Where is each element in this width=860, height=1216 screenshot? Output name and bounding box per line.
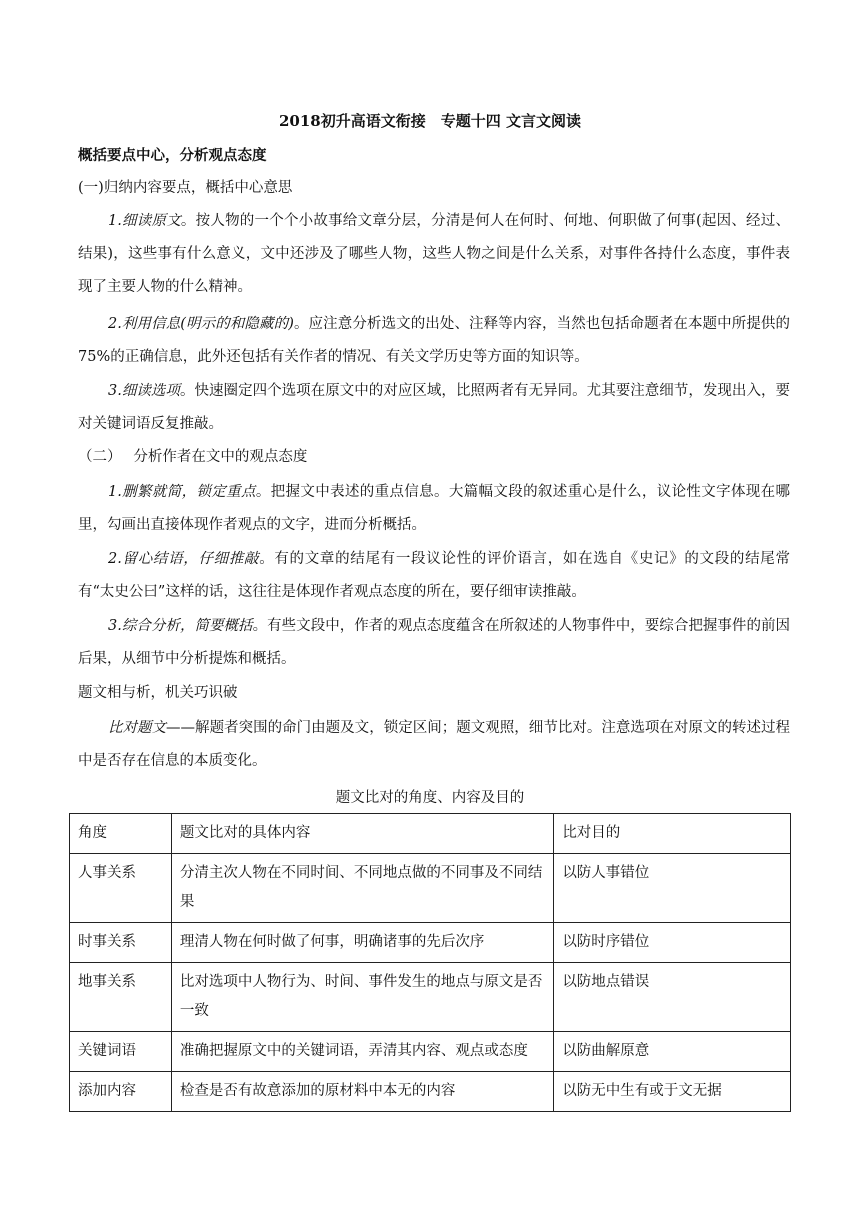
paragraph-3 (78, 375, 790, 441)
table-row (70, 1072, 791, 1112)
paragraph-2-text: 。应注意分析选文的出处、注释等内容，当然也包括命题者在本题中所提供的75%的正确信息，此外还包括有关作者的情况、有关文学历史等方面的知识等。 (78, 316, 790, 365)
table-row (70, 854, 791, 923)
table-cell: 检查是否有故意添加的原材料中本无的内容 (171, 1072, 553, 1112)
comparison-table (69, 813, 791, 1112)
document-title: 2018初升高语文衔接 专题十四 文言文阅读 (279, 112, 581, 130)
table-cell: 理清人物在何时做了何事，明确诸事的先后次序 (171, 923, 553, 963)
paragraph-4 (78, 476, 790, 542)
table-cell: 人事关系 (70, 854, 172, 923)
paragraph-5 (78, 543, 790, 609)
table-cell: 以防曲解原意 (554, 1032, 791, 1072)
paragraph-4-text: 。把握文中表述的重点信息。大篇幅文段的叙述重心是什么，议论性文字体现在哪里，勾画出直接体现作者观点的文字，进而分析概括。 (78, 484, 791, 533)
paragraph-6-text: 。有些文段中，作者的观点态度蕴含在所叙述的人物事件中，要综合把握事件的前因后果，从细节中分析提炼和概括。 (78, 618, 790, 667)
table-row (70, 963, 791, 1032)
paragraph-2 (78, 308, 790, 374)
table-cell: 时事关系 (70, 923, 172, 963)
table-cell: 以防时序错位 (554, 923, 791, 963)
paragraph-2-lead: 2.利用信息(明示的和隐藏的) (108, 316, 294, 332)
paragraph-1-lead: 1.细读原文 (108, 213, 181, 229)
paragraph-7 (78, 712, 790, 778)
paragraph-1 (78, 205, 790, 304)
paragraph-7-text: ——解题者突围的命门由题及文，锁定区间；题文观照，细节比对。注意选项在对原文的转述过程中是否存在信息的本质变化。 (78, 720, 790, 769)
paragraph-3-lead: 3.细读选项 (108, 383, 180, 399)
table-cell: 添加内容 (70, 1072, 172, 1112)
subsection-1-heading: (一)归纳内容要点，概括中心意思 (78, 180, 293, 196)
table-header-cell: 比对目的 (554, 814, 791, 854)
table-title: 题文比对的角度、内容及目的 (335, 790, 525, 806)
paragraph-4-lead: 1.删繁就简，锁定重点 (108, 484, 256, 500)
table-header-cell: 角度 (70, 814, 172, 854)
paragraph-6-lead: 3.综合分析，简要概括 (108, 618, 253, 634)
paragraph-1-text: 。按人物的一个个小故事给文章分层，分清是何人在何时、何地、何职做了何事(起因、经过、结果)，这些事有什么意义，文中还涉及了哪些人物，这些人物之间是什么关系，对事件各持什么态度，事件表现了主要人物的什么精神。 (78, 213, 790, 295)
table-cell: 比对选项中人物行为、时间、事件发生的地点与原文是否一致 (171, 963, 553, 1032)
paragraph-5-lead: 2.留心结语，仔细推敲 (108, 551, 260, 567)
table-cell: 分清主次人物在不同时间、不同地点做的不同事及不同结果 (171, 854, 553, 923)
subsection-2-heading: （二） 分析作者在文中的观点态度 (78, 449, 308, 465)
table-cell: 以防人事错位 (554, 854, 791, 923)
paragraph-7-lead: 比对题文 (108, 720, 167, 736)
paragraph-6 (78, 610, 790, 676)
table-row (70, 1032, 791, 1072)
table-cell: 以防无中生有或于文无据 (554, 1072, 791, 1112)
table-header-cell: 题文比对的具体内容 (171, 814, 553, 854)
table-header-row (70, 814, 791, 854)
paragraph-5-text: 。有的文章的结尾有一段议论性的评价语言，如在选自《史记》的文段的结尾常有“太史公曰”这样的话，这往往是体现作者观点态度的所在，要仔细审读推敲。 (78, 551, 790, 600)
subsection-3-heading: 题文相与析，机关巧识破 (78, 685, 238, 701)
table-cell: 以防地点错误 (554, 963, 791, 1032)
table-cell: 关键词语 (70, 1032, 172, 1072)
table-cell: 地事关系 (70, 963, 172, 1032)
section-heading: 概括要点中心，分析观点态度 (78, 147, 267, 164)
table-row (70, 923, 791, 963)
table-cell: 准确把握原文中的关键词语，弄清其内容、观点或态度 (171, 1032, 553, 1072)
paragraph-3-text: 。快速圈定四个选项在原文中的对应区域，比照两者有无异同。尤其要注意细节，发现出入，要对关键词语反复推敲。 (78, 383, 790, 432)
